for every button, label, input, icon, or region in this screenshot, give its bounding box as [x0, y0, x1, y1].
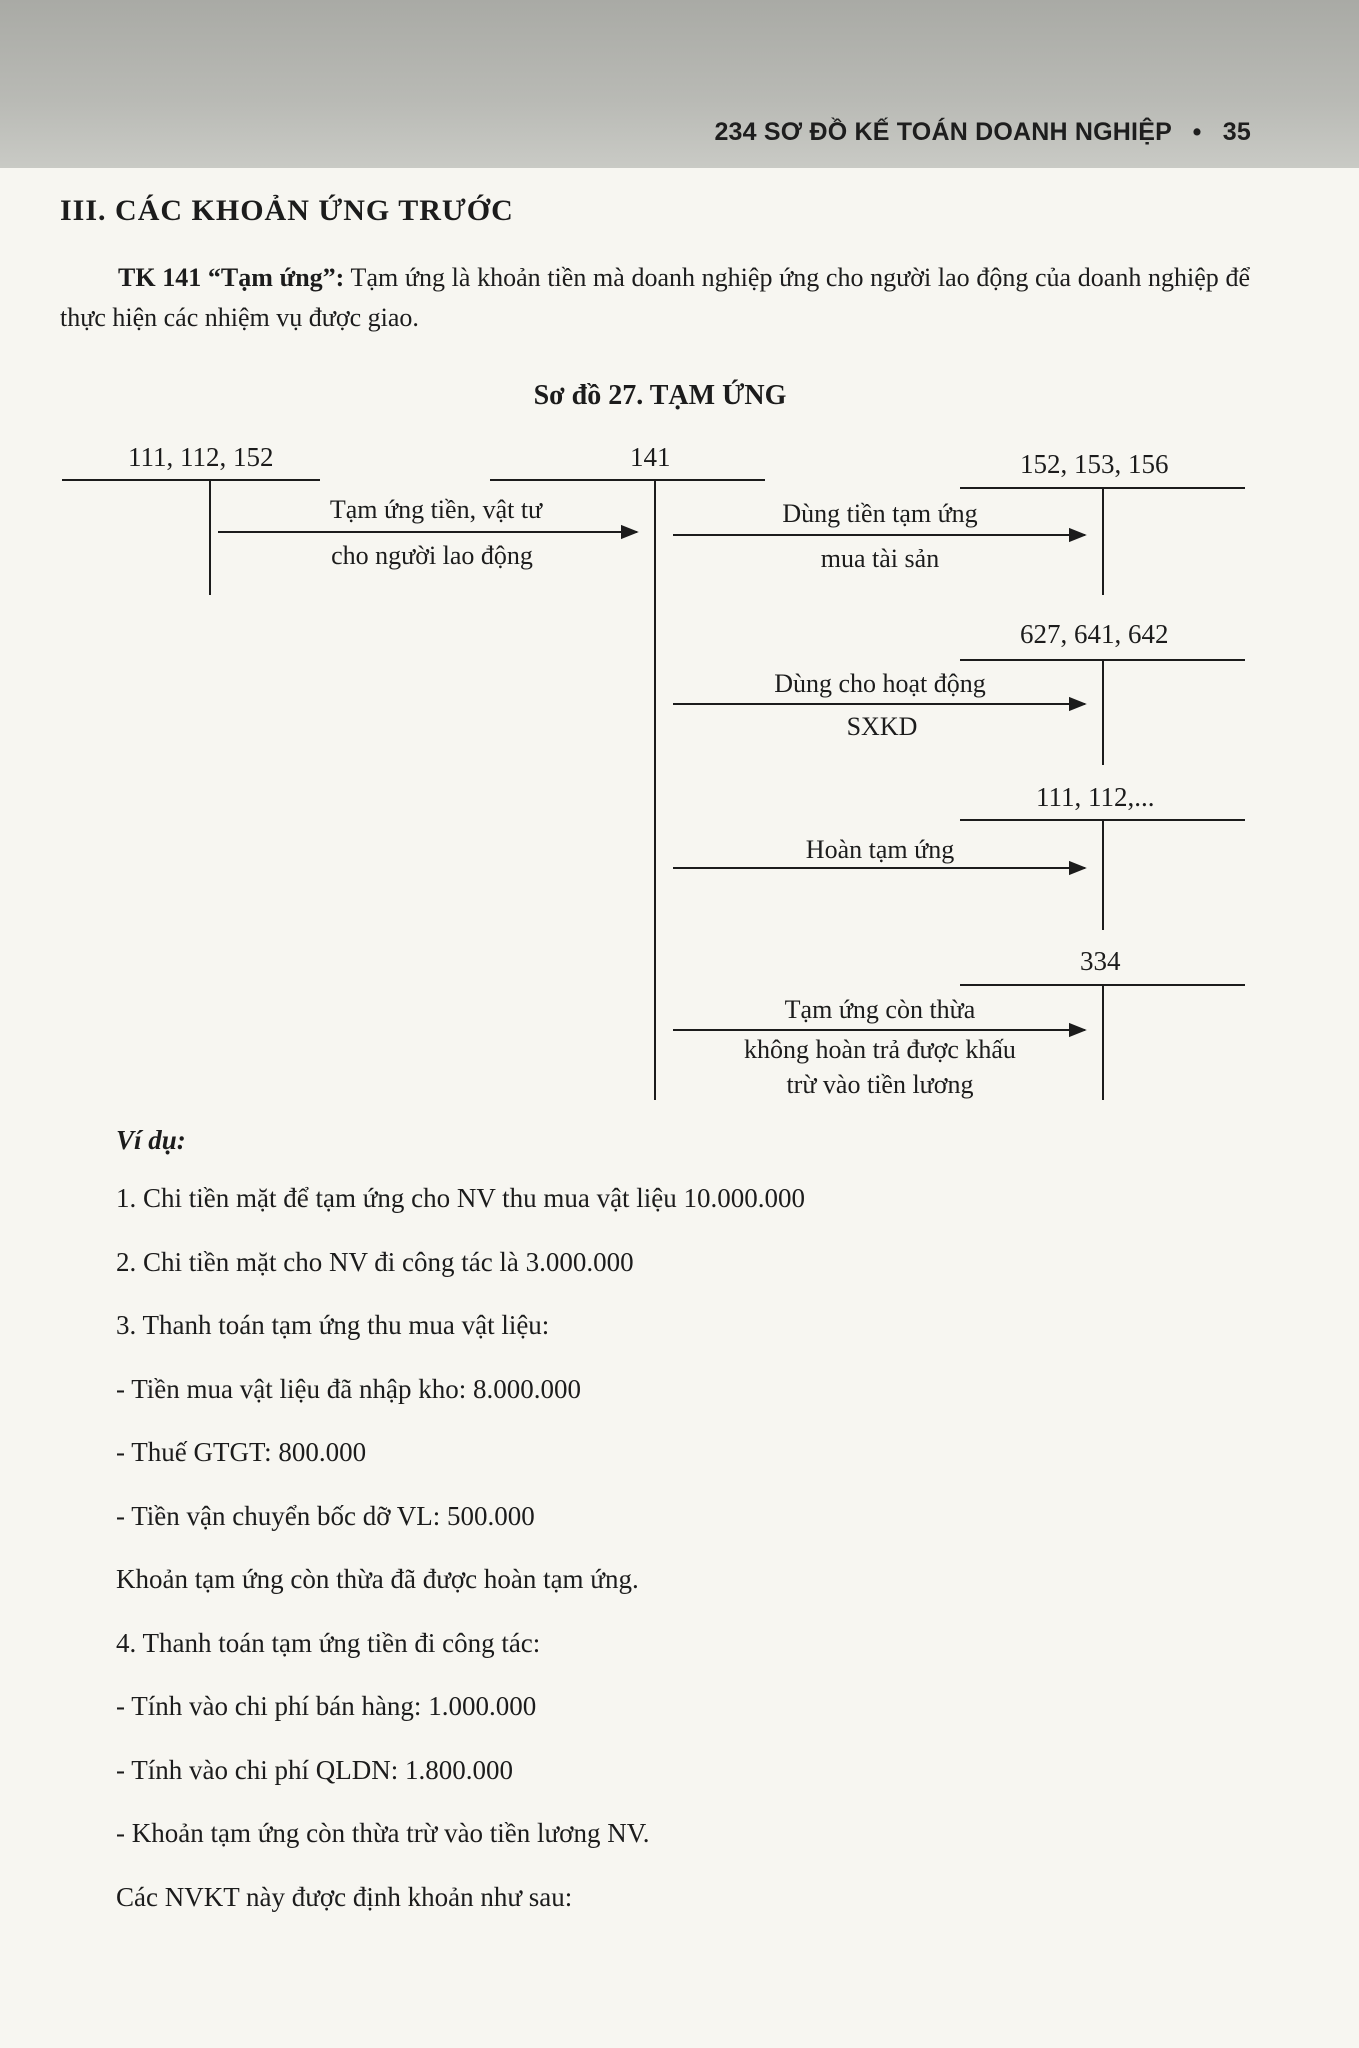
example-line: Khoản tạm ứng còn thừa đã được hoàn tạm ứng. [116, 1564, 639, 1594]
flow-label-advance-line1: Tạm ứng tiền, vật tư [329, 495, 543, 524]
example-line: 4. Thanh toán tạm ứng tiền đi công tác: [116, 1627, 541, 1658]
account-label-target1: 152, 153, 156 [1020, 449, 1169, 479]
example-line: - Tiền vận chuyển bốc dỡ VL: 500.000 [116, 1500, 535, 1531]
header-bullet: • [1192, 118, 1202, 146]
example-section [116, 1125, 805, 1940]
example-line: - Khoản tạm ứng còn thừa trừ vào tiền lương NV. [116, 1818, 650, 1848]
example-line: 1. Chi tiền mặt để tạm ứng cho NV thu mua vật liệu 10.000.000 [116, 1183, 806, 1213]
t-account-diagram [0, 430, 1359, 1110]
intro-definition: Tạm ứng là khoản tiền mà doanh nghiệp ứng cho người lao động của doanh nghiệp để thực hiện các nhiệm vụ được giao. [60, 263, 1250, 332]
intro-term: TK 141 “Tạm ứng”: [118, 263, 345, 292]
example-title: Ví dụ: [116, 1125, 186, 1155]
example-line: Các NVKT này được định khoản như sau: [116, 1881, 573, 1912]
flow-label-purchase-line2: mua tài sản [820, 544, 940, 573]
example-line: 2. Chi tiền mặt cho NV đi công tác là 3.000.000 [116, 1246, 634, 1277]
flow-label-operations-line2: SXKD [846, 712, 918, 741]
intro-paragraph [60, 258, 1250, 338]
example-line: - Tính vào chi phí QLDN: 1.800.000 [116, 1754, 513, 1785]
account-label-source: 111, 112, 152 [128, 442, 274, 472]
account-label-target4: 334 [1080, 946, 1121, 976]
flow-label-salary-line2: không hoàn trả được khấu [744, 1035, 1016, 1064]
flow-label-advance-line2: cho người lao động [331, 541, 533, 570]
example-line: - Tính vào chi phí bán hàng: 1.000.000 [116, 1691, 537, 1721]
diagram-title: Sơ đồ 27. TẠM ỨNG [533, 380, 787, 411]
page-number: 35 [1222, 118, 1251, 146]
account-label-target2: 627, 641, 642 [1020, 619, 1169, 649]
example-line: - Tiền mua vật liệu đã nhập kho: 8.000.000 [116, 1373, 581, 1404]
example-line: - Thuế GTGT: 800.000 [116, 1437, 367, 1467]
flow-label-operations-line1: Dùng cho hoạt động [774, 669, 986, 698]
example-line: 3. Thanh toán tạm ứng thu mua vật liệu: [116, 1310, 550, 1340]
flow-label-refund: Hoàn tạm ứng [805, 835, 955, 864]
flow-label-salary-line3: trừ vào tiền lương [786, 1070, 974, 1099]
account-label-center: 141 [630, 442, 671, 472]
flow-label-salary-line1: Tạm ứng còn thừa [784, 995, 976, 1024]
running-head [714, 118, 1251, 147]
section-title: III. CÁC KHOẢN ỨNG TRƯỚC [60, 194, 514, 227]
flow-label-purchase-line1: Dùng tiền tạm ứng [782, 499, 978, 528]
account-label-target3: 111, 112,... [1036, 782, 1155, 812]
running-title: 234 SƠ ĐỒ KẾ TOÁN DOANH NGHIỆP [714, 118, 1172, 146]
